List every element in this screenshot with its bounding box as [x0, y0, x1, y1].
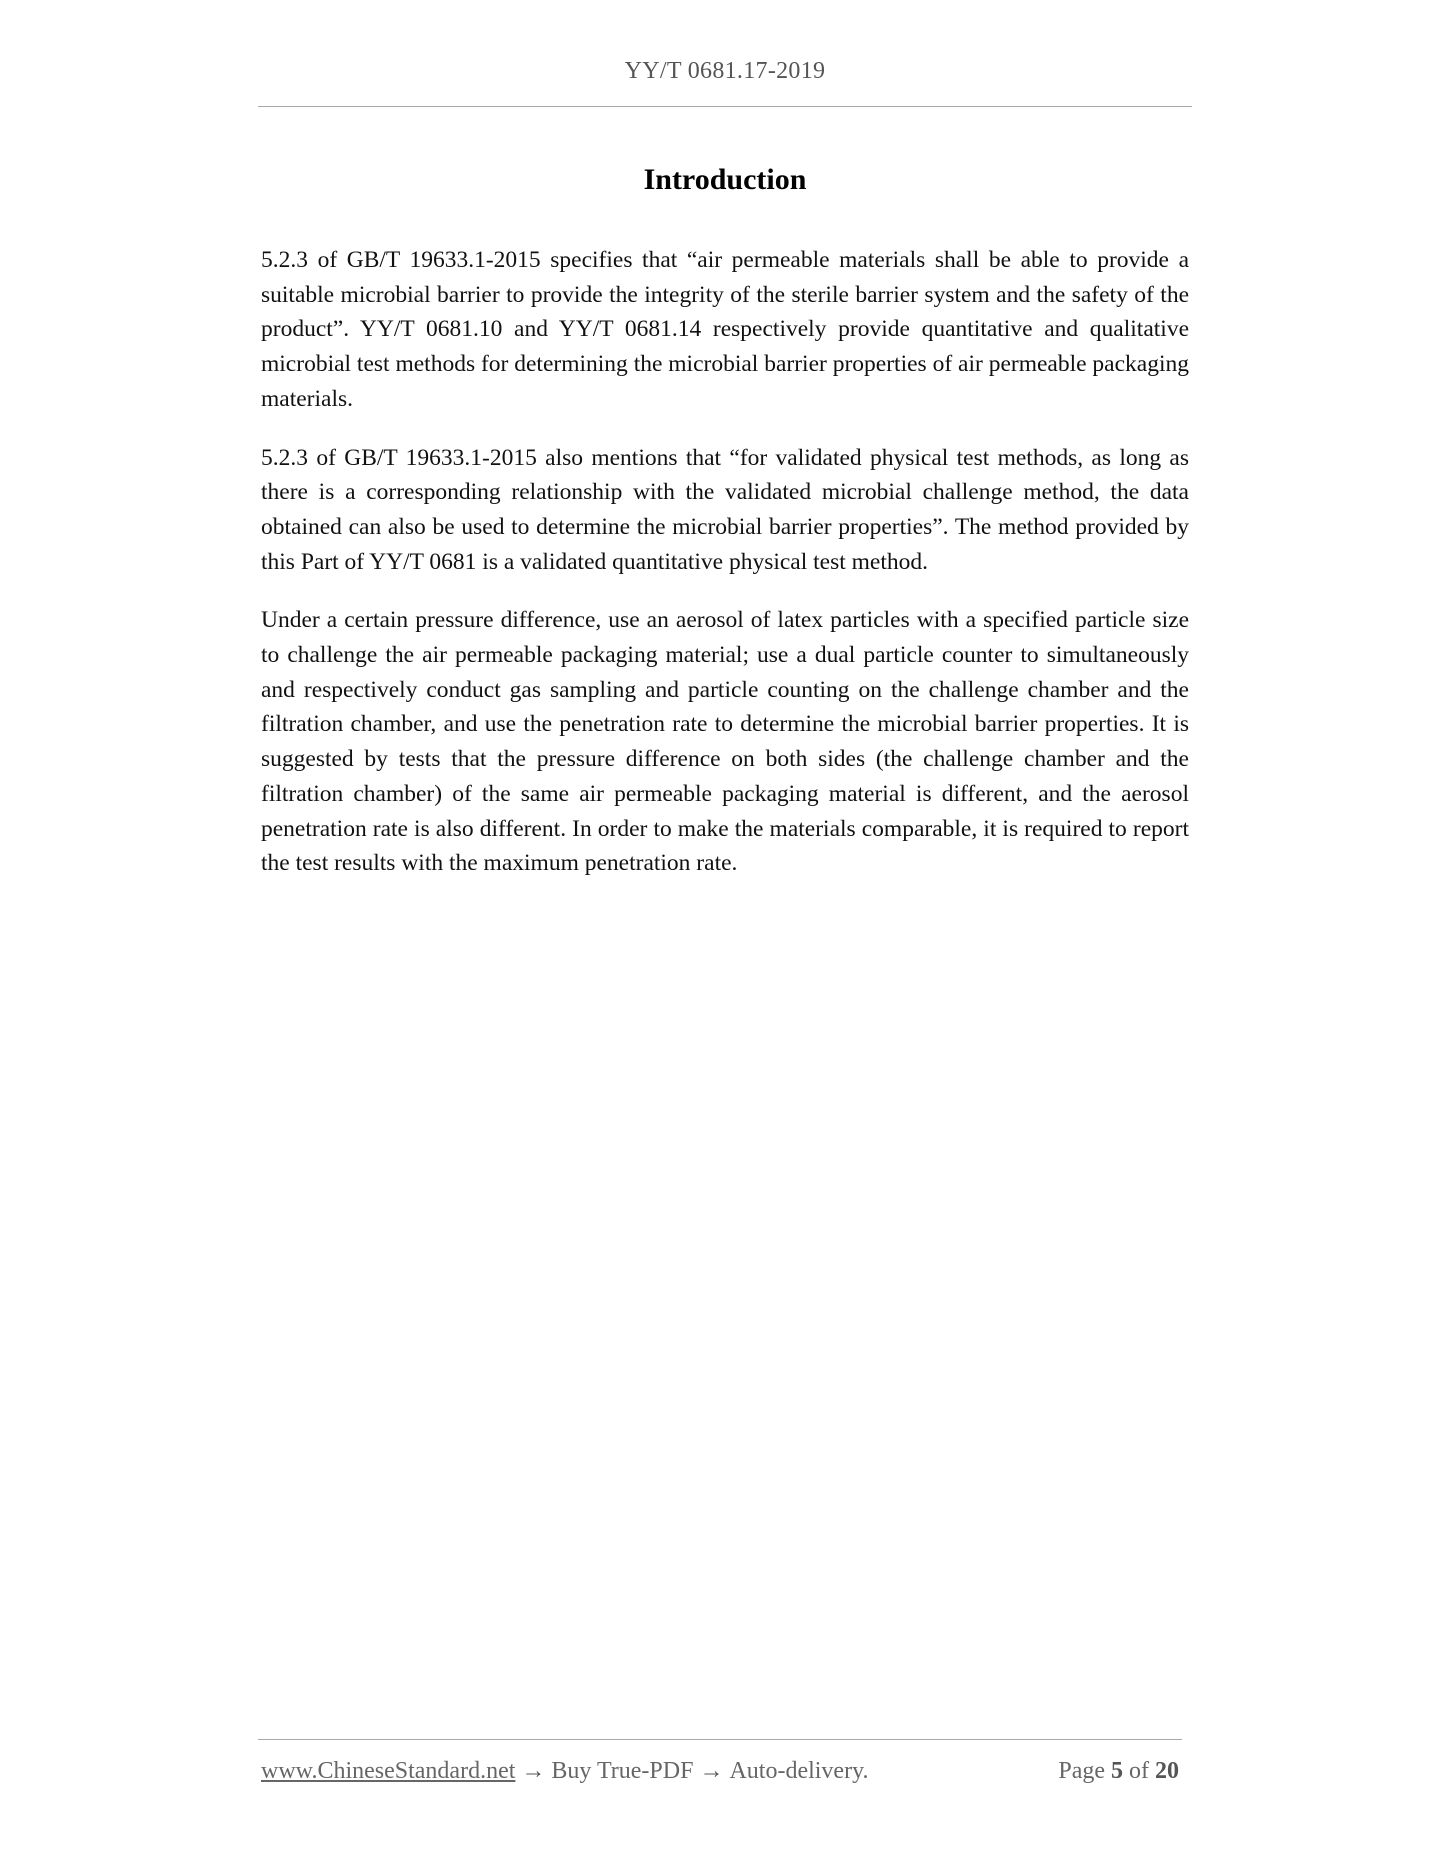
website-link[interactable]: www.ChineseStandard.net — [261, 1758, 516, 1784]
auto-delivery-text: Auto-delivery. — [729, 1758, 869, 1784]
page-current: 5 — [1111, 1758, 1123, 1784]
page-footer — [261, 1758, 1182, 1792]
header-divider — [258, 106, 1192, 107]
page-total: 20 — [1155, 1758, 1179, 1784]
page-label: Page — [1058, 1758, 1105, 1784]
arrow-right-icon: → — [699, 1758, 724, 1784]
body-paragraph: 5.2.3 of GB/T 19633.1-2015 specifies that “air permeable materials shall be able to provide a suitable microbial barrier to provide the integrity of the sterile barrier system and the safety of the product”. YY/T 0681.10 and YY/T 0681.14 respectively provide quantitative and qualitative microbial test methods for determining the microbial barrier properties of air permeable packaging materials. — [261, 247, 1189, 412]
arrow-right-icon: → — [521, 1758, 546, 1784]
document-body — [261, 243, 1189, 905]
footer-promo — [261, 1758, 869, 1785]
of-label: of — [1129, 1758, 1149, 1784]
body-paragraph: Under a certain pressure difference, use an aerosol of latex particles with a specified particle size to challenge the air permeable packaging material; use a dual particle counter to simultaneously and respectively conduct gas sampling and particle counting on the challenge chamber and the filtration chamber, and use the penetration rate to determine the microbial barrier properties. It is suggested by tests that the pressure difference on both sides (the challenge chamber and the filtration chamber) of the same air permeable packaging material is different, and the aerosol penetration rate is also different. In order to make the materials comparable, it is required to report the test results with the maximum penetration rate. — [261, 607, 1189, 877]
running-header: YY/T 0681.17-2019 — [624, 58, 826, 84]
page-number — [1058, 1758, 1179, 1785]
section-title: Introduction — [643, 163, 807, 196]
buy-pdf-text: Buy True-PDF — [551, 1758, 694, 1784]
body-paragraph: 5.2.3 of GB/T 19633.1-2015 also mentions that “for validated physical test methods, as long as there is a corresponding relationship with the validated microbial challenge method, the data obtained can also be used to determine the microbial barrier properties”. The method provided by this Part of YY/T 0681 is a validated quantitative physical test method. — [261, 444, 1189, 575]
footer-divider — [258, 1739, 1182, 1740]
